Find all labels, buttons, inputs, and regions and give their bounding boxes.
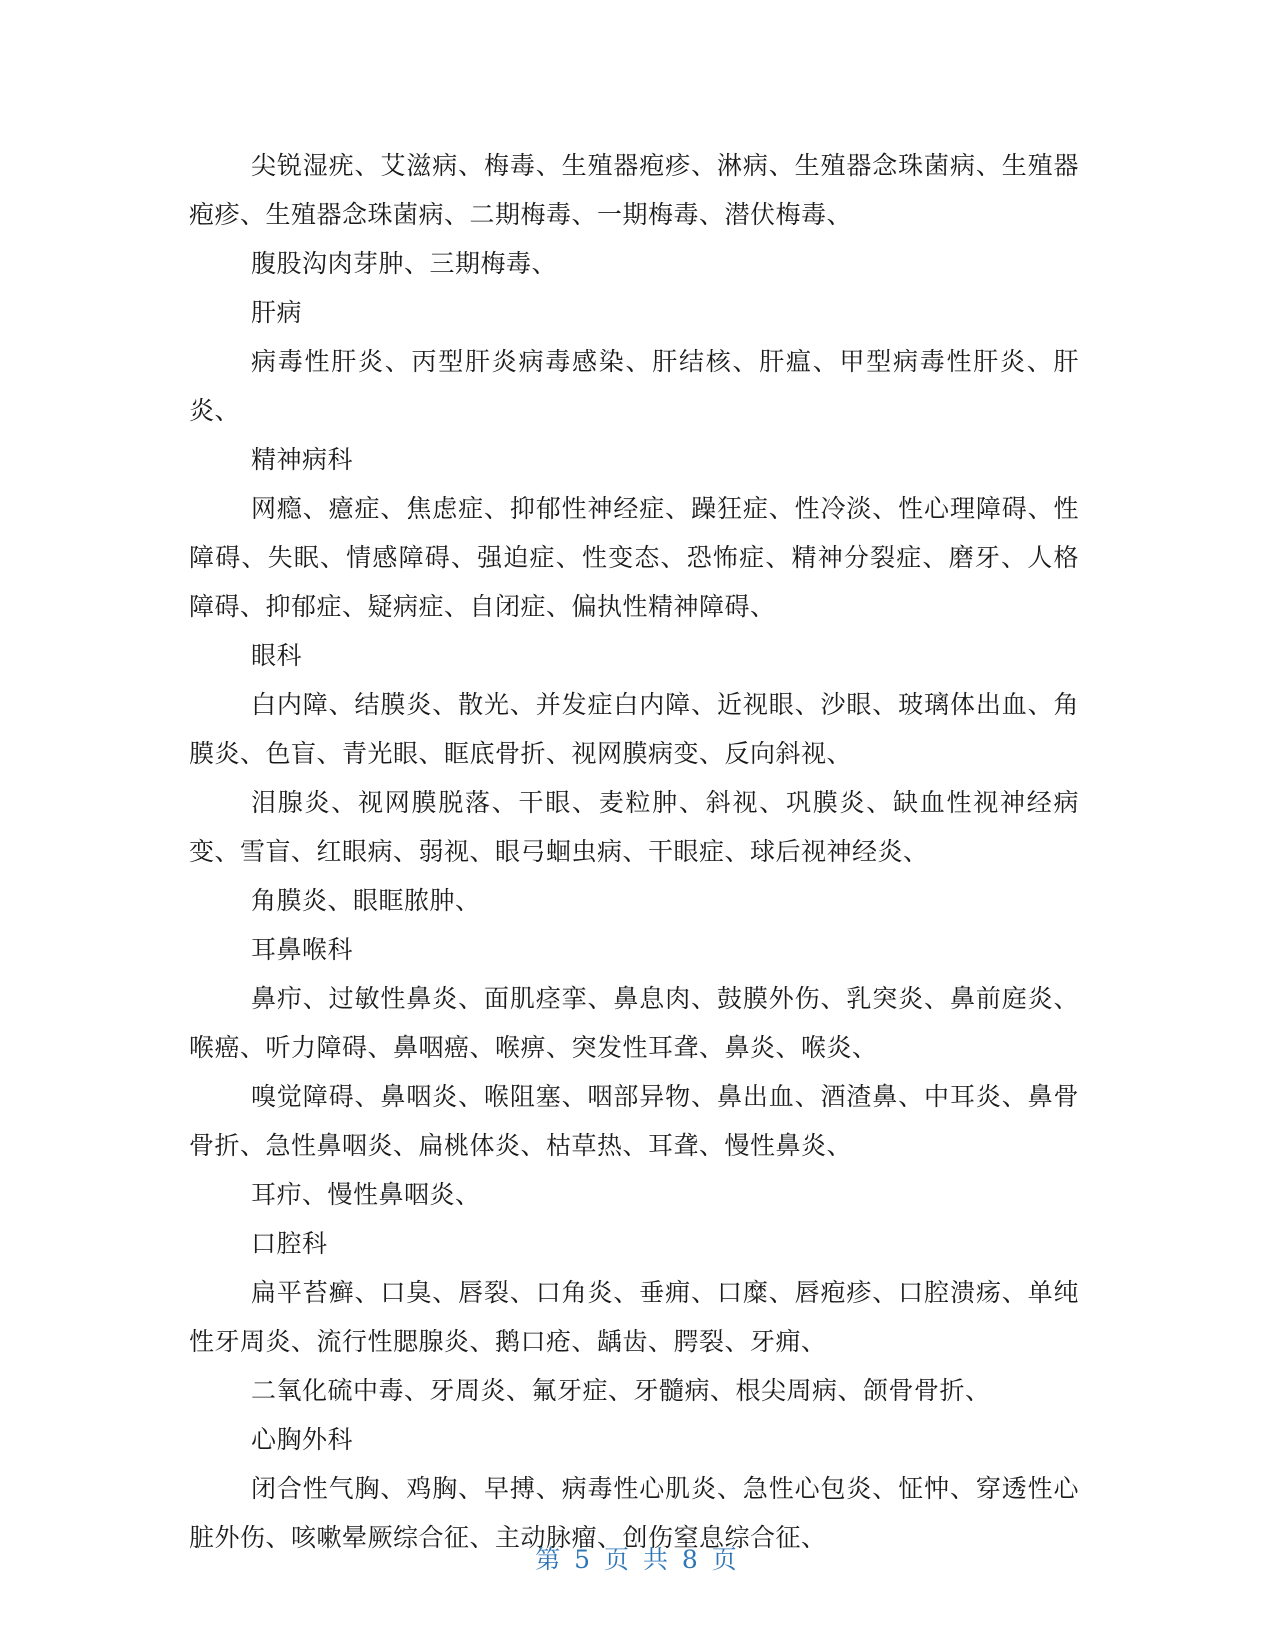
section-heading-cardiothoracic: 心胸外科 [251, 1425, 354, 1454]
paragraph-cardiothoracic-diseases: 闭合性气胸、鸡胸、早搏、病毒性心肌炎、急性心包炎、怔忡、穿透性心脏外伤、咳嗽晕厥综合征、主动脉瘤、创伤窒息综合征、 [189, 1474, 1079, 1552]
paragraph-oral-diseases-1: 扁平苔癣、口臭、唇裂、口角炎、垂痈、口糜、唇疱疹、口腔溃疡、单纯性牙周炎、流行性腮腺炎、鹅口疮、龋齿、腭裂、牙痈、 [189, 1278, 1079, 1356]
section-heading-psychiatry: 精神病科 [251, 445, 354, 474]
paragraph-venereal-diseases-cont: 腹股沟肉芽肿、三期梅毒、 [251, 249, 558, 278]
paragraph-oral-diseases-2: 二氧化硫中毒、牙周炎、氟牙症、牙髓病、根尖周病、颌骨骨折、 [251, 1376, 991, 1405]
paragraph-psychiatric-diseases: 网瘾、癔症、焦虑症、抑郁性神经症、躁狂症、性冷淡、性心理障碍、性障碍、失眠、情感障碍、强迫症、性变态、恐怖症、精神分裂症、磨牙、人格障碍、抑郁症、疑病症、自闭症、偏执性精神障碍、 [189, 494, 1079, 621]
page-number-footer: 第 5 页 共 8 页 [535, 1545, 740, 1574]
paragraph-ent-diseases-1: 鼻疖、过敏性鼻炎、面肌痉挛、鼻息肉、鼓膜外伤、乳突炎、鼻前庭炎、喉癌、听力障碍、鼻咽癌、喉痹、突发性耳聋、鼻炎、喉炎、 [189, 984, 1079, 1062]
paragraph-eye-diseases-2: 泪腺炎、视网膜脱落、干眼、麦粒肿、斜视、巩膜炎、缺血性视神经病变、雪盲、红眼病、弱视、眼弓蛔虫病、干眼症、球后视神经炎、 [189, 788, 1079, 866]
paragraph-ent-diseases-3: 耳疖、慢性鼻咽炎、 [251, 1180, 481, 1209]
section-heading-ophthalmology: 眼科 [251, 641, 303, 670]
paragraph-eye-diseases-1: 白内障、结膜炎、散光、并发症白内障、近视眼、沙眼、玻璃体出血、角膜炎、色盲、青光眼、眶底骨折、视网膜病变、反向斜视、 [189, 690, 1079, 768]
paragraph-venereal-diseases: 尖锐湿疣、艾滋病、梅毒、生殖器疱疹、淋病、生殖器念珠菌病、生殖器疱疹、生殖器念珠菌病、二期梅毒、一期梅毒、潜伏梅毒、 [189, 151, 1079, 229]
document-body [189, 141, 1079, 1562]
section-heading-ent: 耳鼻喉科 [251, 935, 354, 964]
paragraph-ent-diseases-2: 嗅觉障碍、鼻咽炎、喉阻塞、咽部异物、鼻出血、酒渣鼻、中耳炎、鼻骨骨折、急性鼻咽炎、扁桃体炎、枯草热、耳聋、慢性鼻炎、 [189, 1082, 1079, 1160]
paragraph-eye-diseases-3: 角膜炎、眼眶脓肿、 [251, 886, 481, 915]
section-heading-stomatology: 口腔科 [251, 1229, 328, 1258]
paragraph-liver-diseases: 病毒性肝炎、丙型肝炎病毒感染、肝结核、肝瘟、甲型病毒性肝炎、肝炎、 [189, 347, 1079, 425]
section-heading-liver: 肝病 [251, 298, 303, 327]
